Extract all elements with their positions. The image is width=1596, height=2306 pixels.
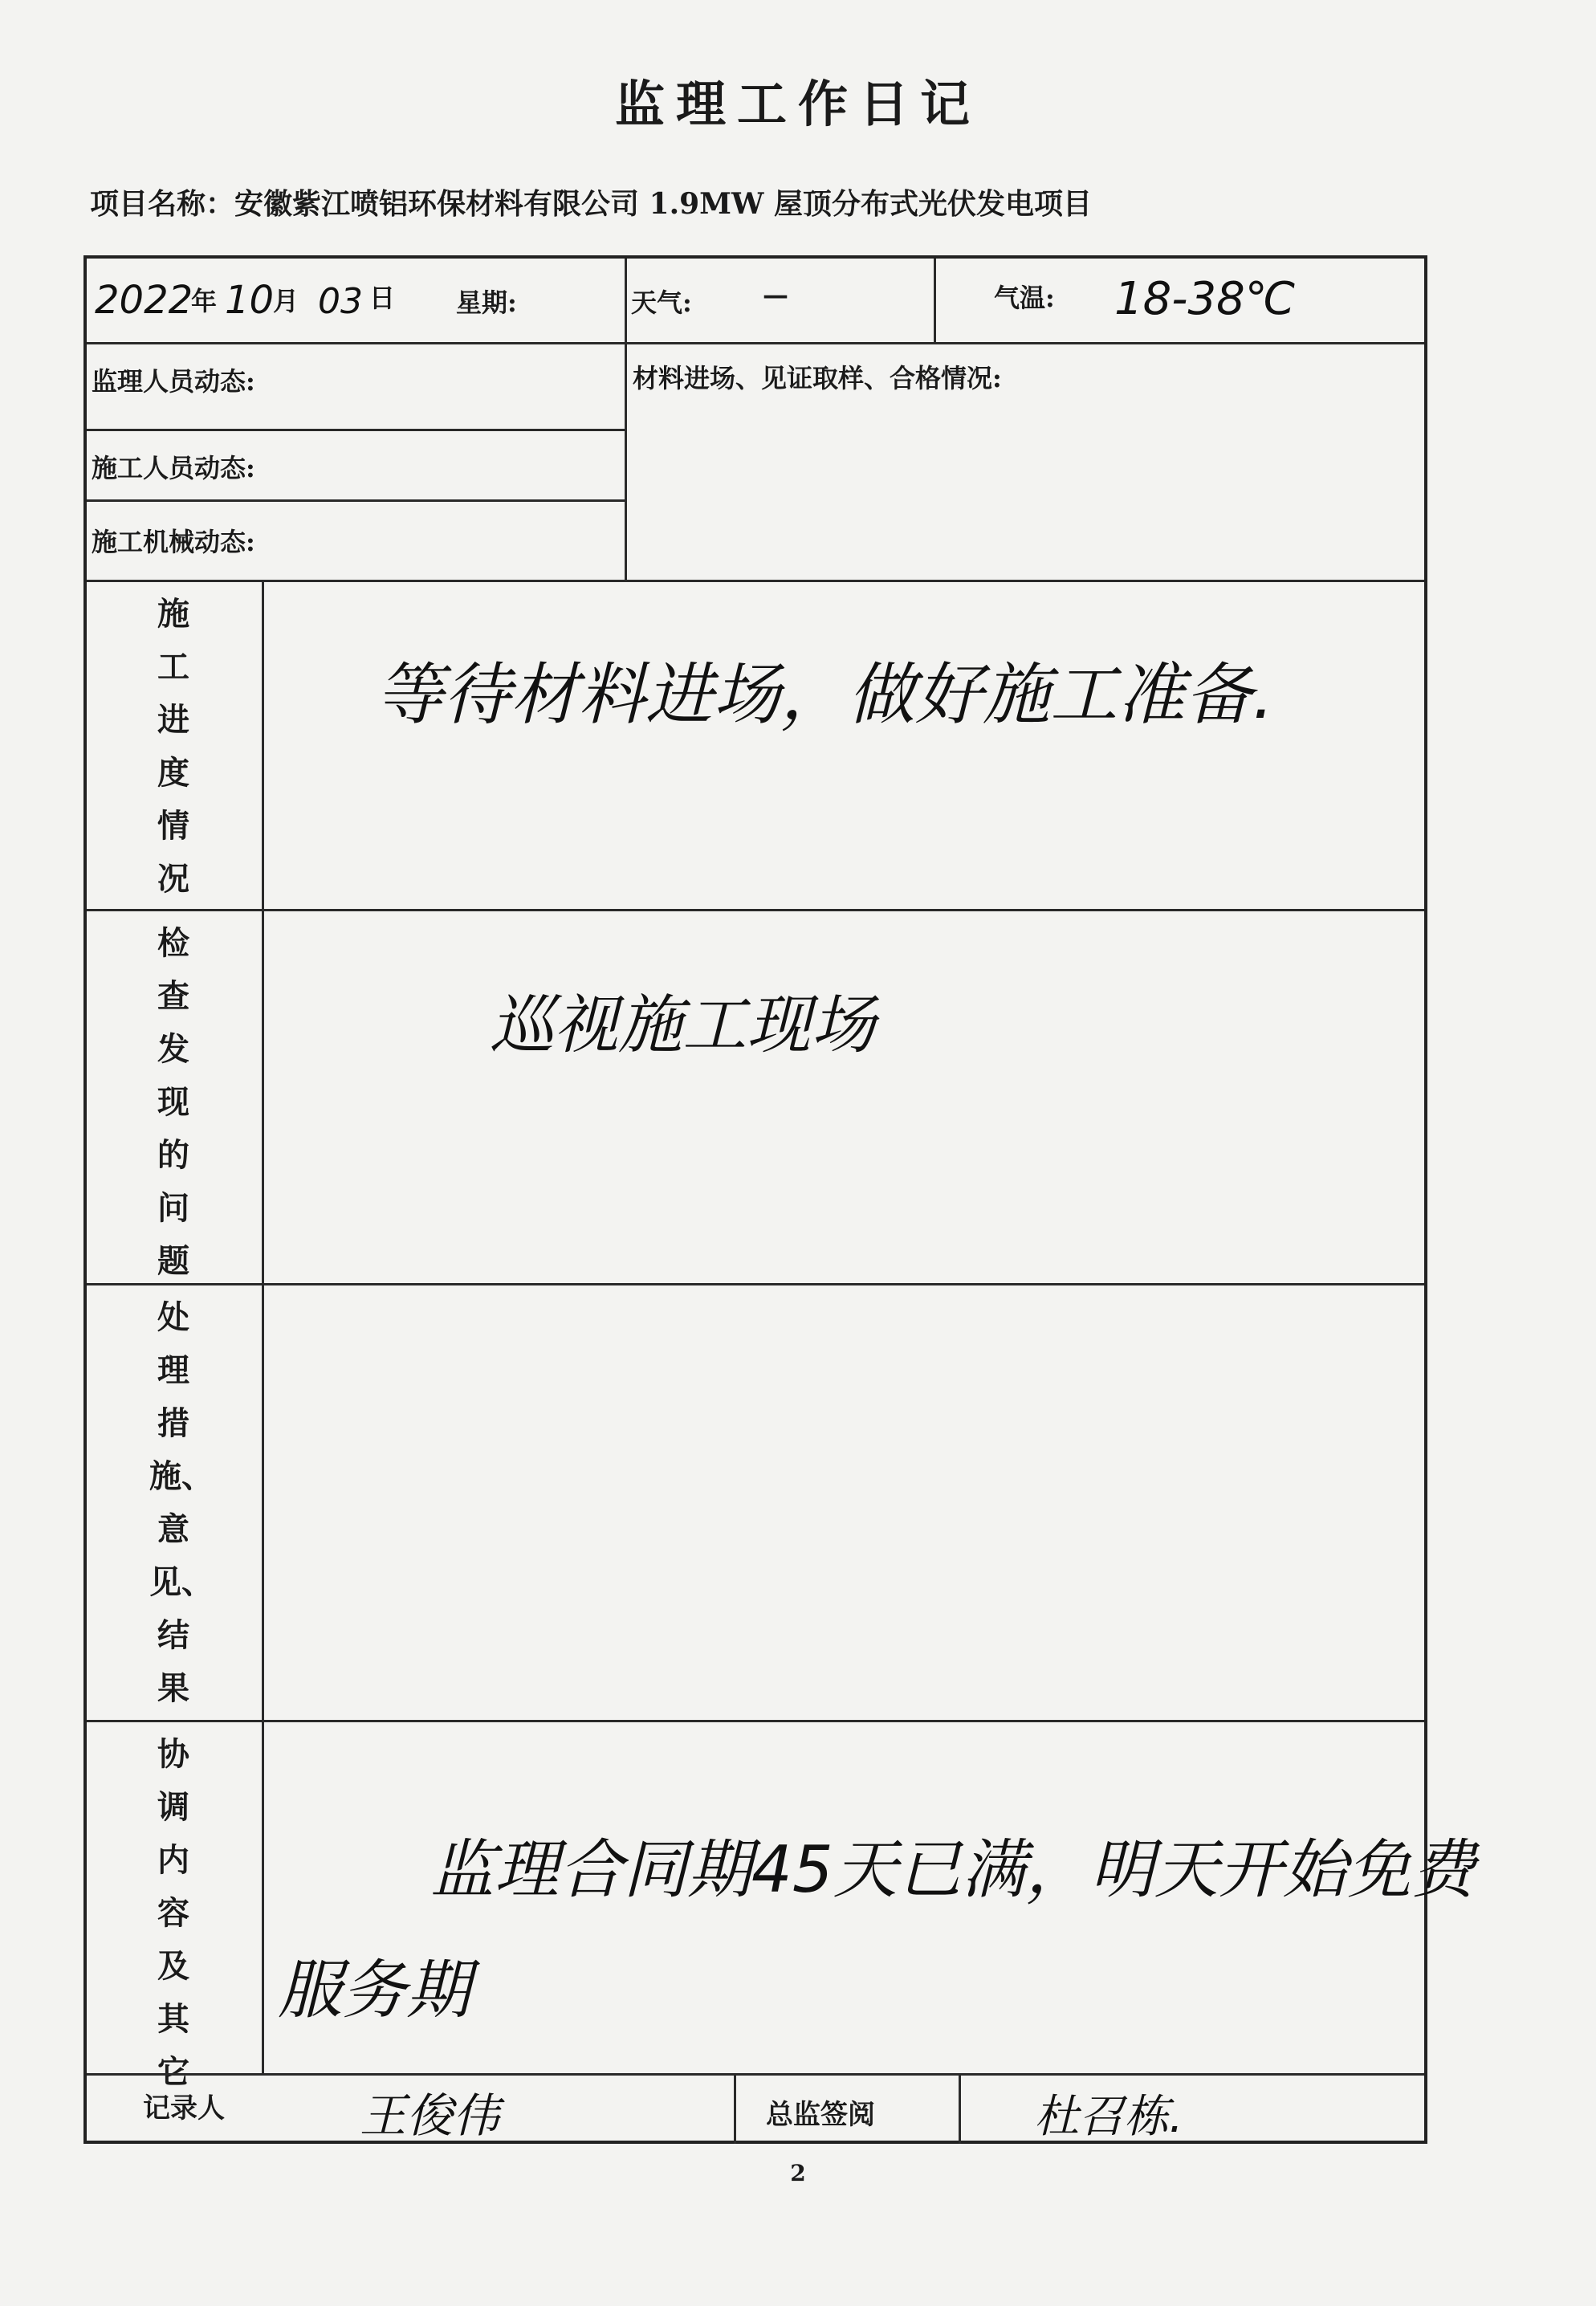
temperature-value: 18-38℃ [1114,273,1296,325]
worker-dynamics-label: 施工人员动态: [92,453,255,483]
row-divider [87,1283,1424,1285]
column-divider [734,2073,736,2144]
chief-signature: 杜召栋. [1034,2091,1183,2143]
coordination-section-label: 协 调 内 容 及 其 它 [157,1735,189,2091]
row-divider [87,909,1424,911]
year-char: 年 [191,286,218,316]
coordination-content-line2: 服务期 [278,1953,470,2027]
progress-content: 等待材料进场，做好施工准备. [376,655,1274,734]
row-divider [87,2073,1424,2076]
column-divider [959,2073,961,2144]
recorder-label: 记录人 [143,2092,225,2125]
row-divider [87,499,625,502]
machine-dynamics-label: 施工机械动态: [92,527,255,557]
issues-section-label: 检 查 发 现 的 问 题 [157,924,189,1280]
weekday-label: 星期: [456,287,517,318]
date-day: 03 [318,281,363,322]
day-char: 日 [369,283,396,313]
temperature-label: 气温: [994,283,1055,313]
chief-label: 总监签阅 [766,2099,875,2131]
column-divider [934,259,936,342]
coordination-content-line1: 监理合同期45天已满，明天开始免费 [430,1832,1476,1907]
row-divider [87,580,1424,582]
date-month: 10 [225,278,275,323]
row-divider [87,429,625,431]
page-number: 2 [790,2160,806,2186]
recorder-signature: 王俊伟 [360,2088,500,2143]
document-title: 监理工作日记 [614,75,981,133]
project-name: 项目名称：安徽紫江喷铝环保材料有限公司 1.9MW 屋顶分布式光伏发电项目 [90,187,1092,221]
measures-section-label: 处 理 措 施、 意 见、 结 果 [149,1298,214,1707]
column-divider [262,580,264,2073]
row-divider [87,342,1424,344]
supervisor-dynamics-label: 监理人员动态: [92,366,255,397]
issues-content: 巡视施工现场 [490,988,875,1062]
month-char: 月 [273,286,299,316]
diary-form [83,255,1476,2144]
row-divider [87,1720,1424,1722]
weather-label: 天气: [631,287,692,318]
weather-value: — [763,279,788,310]
materials-label: 材料进场、见证取样、合格情况: [633,363,1002,393]
date-year: 2022 [95,278,193,323]
column-divider [625,259,627,580]
progress-section-label: 施 工 进 度 情 况 [157,595,189,898]
